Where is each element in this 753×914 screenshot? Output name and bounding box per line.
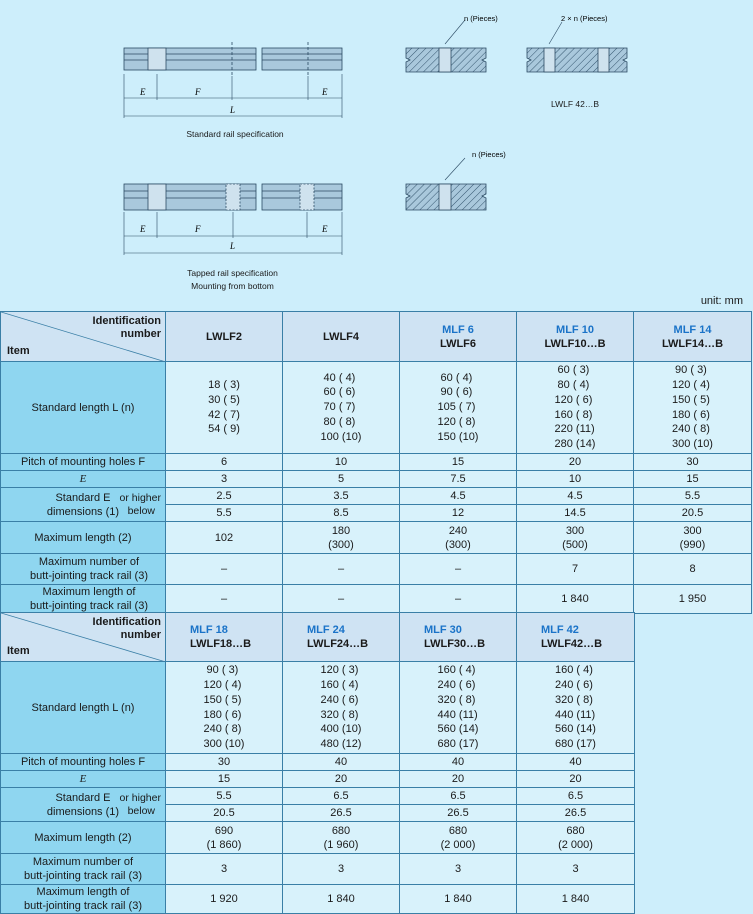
spec-table-1 xyxy=(0,311,752,614)
length-value: 60 ( 6) xyxy=(320,386,356,399)
max-number-row: Maximum number of butt-jointing track rail (3) – – – 7 8 xyxy=(1,554,752,585)
identification-number-label-2: Identification number xyxy=(92,616,161,641)
col-header: MLF 30 LWLF30…B xyxy=(400,613,517,662)
dim-l: L xyxy=(230,105,236,115)
length-value: 60 ( 3) xyxy=(554,364,590,377)
std-e-high-row: Standard E dimensions (1) or higher below 2.5 3.5 4.5 4.5 5.5 xyxy=(1,488,752,505)
e-row: E 3 5 7.5 10 15 xyxy=(1,471,752,488)
row-label-std-e: Standard E dimensions (1) or higher below xyxy=(1,788,166,822)
item-label-2: Item xyxy=(7,645,30,657)
e-row-2: E 15 20 20 20 xyxy=(1,771,635,788)
length-value: 240 ( 8) xyxy=(203,723,242,736)
length-value: 180 ( 6) xyxy=(672,408,710,421)
tapped-rail-side-view xyxy=(124,184,342,210)
tapped-n-pieces-label: n (Pieces) xyxy=(472,150,506,159)
length-value: 150 ( 5) xyxy=(672,393,710,406)
tapped-dim-l: L xyxy=(230,241,236,251)
standard-length-row-2 xyxy=(1,662,635,754)
col-header: MLF 42 LWLF42…B xyxy=(517,613,635,662)
length-list xyxy=(321,663,362,751)
row-label-pitch: Pitch of mounting holes F xyxy=(1,454,166,471)
col-header: MLF 6 LWLF6 xyxy=(400,312,517,362)
item-label: Item xyxy=(7,345,30,357)
rail-cross-section xyxy=(406,20,486,72)
tapped-caption-2: Mounting from bottom xyxy=(191,281,274,291)
length-value: 240 ( 6) xyxy=(320,693,359,706)
length-value: 300 (10) xyxy=(203,737,245,750)
max-length-row: Maximum length (2) 102 180 (300) 240 (300) 300 (500) 300 (990) xyxy=(1,522,752,554)
col-header: MLF 18 LWLF18…B xyxy=(166,613,283,662)
length-value: 150 ( 5) xyxy=(203,693,242,706)
length-value: 680 (17) xyxy=(437,737,479,750)
length-value: 18 ( 3) xyxy=(208,379,240,392)
std-e-below-row: 5.5 8.5 12 14.5 20.5 xyxy=(1,505,752,522)
length-value: 440 (11) xyxy=(555,708,596,721)
row-label-max-length: Maximum length (2) xyxy=(1,822,166,854)
length-list xyxy=(438,663,479,751)
length-list xyxy=(208,378,240,437)
row-label-std-e: Standard E dimensions (1) or higher below xyxy=(1,488,166,522)
header-corner xyxy=(1,312,166,362)
length-value: 280 (14) xyxy=(554,437,596,450)
length-value: 70 ( 7) xyxy=(320,401,356,414)
length-list xyxy=(672,363,713,451)
length-value: 440 (11) xyxy=(437,708,478,721)
unit-label: unit: mm xyxy=(700,295,743,307)
length-value: 300 (10) xyxy=(672,437,713,450)
length-value: 42 ( 7) xyxy=(208,408,240,421)
length-value: 120 ( 8) xyxy=(437,415,476,428)
length-value: 320 ( 8) xyxy=(555,693,593,706)
pitch-row: Pitch of mounting holes F 6 10 15 20 30 xyxy=(1,454,752,471)
standard-caption: Standard rail specification xyxy=(186,129,284,139)
col-header: MLF 14 LWLF14…B xyxy=(634,312,752,362)
length-value: 90 ( 3) xyxy=(672,364,707,377)
length-value: 320 ( 8) xyxy=(320,708,359,721)
length-value: 160 ( 4) xyxy=(437,664,476,677)
dim-e-left: E xyxy=(140,87,146,97)
length-value: 90 ( 3) xyxy=(203,664,239,677)
row-label-e: E xyxy=(1,771,166,788)
length-value: 400 (10) xyxy=(320,723,362,736)
max-butt-row: Maximum length of butt-jointing track rail (3) – – – 1 840 1 950 xyxy=(1,585,752,614)
length-list xyxy=(555,363,596,451)
header-row xyxy=(1,312,752,362)
tapped-caption-1: Tapped rail specification xyxy=(187,268,278,278)
length-value: 30 ( 5) xyxy=(208,393,240,406)
length-value: 105 ( 7) xyxy=(437,401,476,414)
length-value: 680 (17) xyxy=(555,737,596,750)
length-value: 480 (12) xyxy=(320,737,362,750)
length-value: 120 ( 6) xyxy=(554,393,593,406)
length-value: 80 ( 4) xyxy=(554,379,590,392)
length-value: 150 (10) xyxy=(437,430,479,443)
two-n-pieces-label: 2 × n (Pieces) xyxy=(561,14,608,23)
std-e-high-row-2: Standard E dimensions (1) or higher below 5.5 6.5 6.5 6.5 xyxy=(1,788,635,805)
n-pieces-label: n (Pieces) xyxy=(464,14,498,23)
length-list xyxy=(438,371,479,445)
rail-drawing-svg xyxy=(0,0,753,300)
length-value: 240 ( 8) xyxy=(672,423,710,436)
col-header: MLF 10 LWLF10…B xyxy=(517,312,634,362)
length-value: 160 ( 8) xyxy=(554,408,593,421)
tapped-dim-e-left: E xyxy=(140,224,146,234)
length-value: 90 ( 6) xyxy=(437,386,473,399)
header-row-2 xyxy=(1,613,635,662)
tapped-cross-section xyxy=(406,158,486,210)
length-value: 220 (11) xyxy=(554,423,595,436)
length-value: 54 ( 9) xyxy=(208,423,240,436)
length-value: 120 ( 3) xyxy=(320,664,359,677)
length-value: 240 ( 6) xyxy=(437,679,476,692)
standard-length-row xyxy=(1,362,752,454)
dim-f: F xyxy=(195,87,201,97)
tapped-dim-e-right: E xyxy=(322,224,328,234)
length-value: 320 ( 8) xyxy=(437,693,476,706)
length-list xyxy=(204,663,245,751)
row-label-max-butt: Maximum length of butt-jointing track rail (3) xyxy=(1,885,166,914)
length-value: 120 ( 4) xyxy=(203,679,242,692)
col-header: LWLF2 xyxy=(166,312,283,362)
length-value: 60 ( 4) xyxy=(437,371,473,384)
length-value: 160 ( 4) xyxy=(320,679,359,692)
row-label-max-number: Maximum number of butt-jointing track rail (3) xyxy=(1,854,166,885)
row-label-e: E xyxy=(1,471,166,488)
length-value: 560 (14) xyxy=(555,723,596,736)
length-list xyxy=(321,371,362,445)
rail-drawings xyxy=(0,0,753,300)
dim-e-right: E xyxy=(322,87,328,97)
std-e-below-row-2: 20.5 26.5 26.5 26.5 xyxy=(1,805,635,822)
row-label-pitch: Pitch of mounting holes F xyxy=(1,754,166,771)
rail-cross-section-wide xyxy=(527,22,627,72)
max-butt-row-2: Maximum length of butt-jointing track rail (3) 1 920 1 840 1 840 1 840 xyxy=(1,885,635,914)
row-label-standard-length: Standard length L (n) xyxy=(1,662,166,754)
row-label-max-number: Maximum number of butt-jointing track rail (3) xyxy=(1,554,166,585)
row-label-max-butt: Maximum length of butt-jointing track rail (3) xyxy=(1,585,166,614)
length-value: 180 ( 6) xyxy=(203,708,242,721)
tapped-dim-f: F xyxy=(195,224,201,234)
max-length-row-2: Maximum length (2) 690 (1 860) 680 (1 960) 680 (2 000) 680 (2 000) xyxy=(1,822,635,854)
length-value: 560 (14) xyxy=(437,723,479,736)
row-label-max-length: Maximum length (2) xyxy=(1,522,166,554)
length-list xyxy=(555,663,596,751)
lwlf42-caption: LWLF 42…B xyxy=(550,99,600,109)
identification-number-label: Identification number xyxy=(92,315,161,340)
length-value: 80 ( 8) xyxy=(320,415,356,428)
length-value: 40 ( 4) xyxy=(320,371,356,384)
length-value: 240 ( 6) xyxy=(555,679,593,692)
pitch-row-2: Pitch of mounting holes F 30 40 40 40 xyxy=(1,754,635,771)
row-label-standard-length: Standard length L (n) xyxy=(1,362,166,454)
standard-rail-side-view xyxy=(124,42,342,76)
length-value: 100 (10) xyxy=(320,430,362,443)
col-header: LWLF4 xyxy=(283,312,400,362)
max-number-row-2: Maximum number of butt-jointing track rail (3) 3 3 3 3 xyxy=(1,854,635,885)
spec-table-2 xyxy=(0,612,635,914)
length-value: 160 ( 4) xyxy=(555,664,593,677)
header-corner-2 xyxy=(1,613,166,662)
length-value: 120 ( 4) xyxy=(672,379,710,392)
col-header: MLF 24 LWLF24…B xyxy=(283,613,400,662)
